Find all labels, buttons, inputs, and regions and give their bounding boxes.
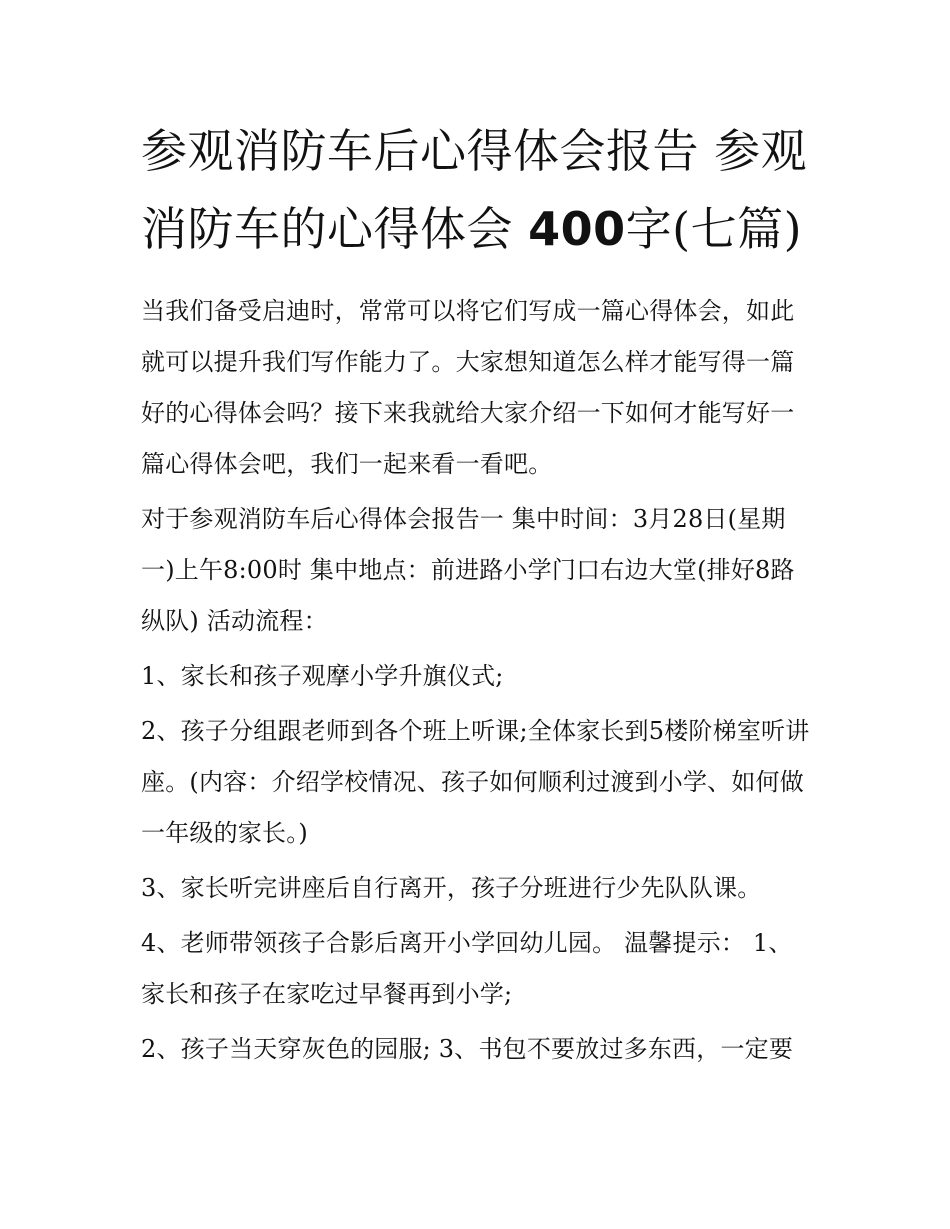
list-item-1: 1、家长和孩子观摩小学升旗仪式; — [141, 662, 504, 690]
tips-paragraph: 2、孩子当天穿灰色的园服; 3、书包不要放过多东西，一定要 — [141, 1035, 794, 1063]
document-body — [141, 112, 813, 1079]
title-suffix: 字(七篇) — [625, 202, 803, 256]
document-title — [141, 112, 813, 268]
title-number: 400 — [528, 202, 626, 256]
list-item-3: 3、家长听完讲座后自行离开，孩子分班进行少先队队课。 — [141, 874, 762, 902]
intro-paragraph: 当我们备受启迪时，常常可以将它们写成一篇心得体会，如此就可以提升我们写作能力了。大家想知道怎么样才能写得一篇好的心得体会吗？接下来我就给大家介绍一下如何才能写好一篇心得体会吧，我们一起来看一看吧。 — [141, 297, 795, 478]
list-item-4: 4、老师带领孩子合影后离开小学回幼儿园。 温馨提示： 1、家长和孩子在家吃过早餐再到小学; — [141, 929, 793, 1008]
list-item-2: 2、孩子分组跟老师到各个班上听课;全体家长到5楼阶梯室听讲座。(内容：介绍学校情况、孩子如何顺利过渡到小学、如何做一年级的家长。) — [141, 717, 810, 847]
schedule-paragraph: 对于参观消防车后心得体会报告一 集中时间：3月28日(星期一)上午8:00时 集中地点：前进路小学门口右边大堂(排好8路纵队) 活动流程： — [141, 505, 795, 635]
title-text: 参观消防车后心得体会报告 参观消防车的心得体会 — [141, 124, 808, 256]
